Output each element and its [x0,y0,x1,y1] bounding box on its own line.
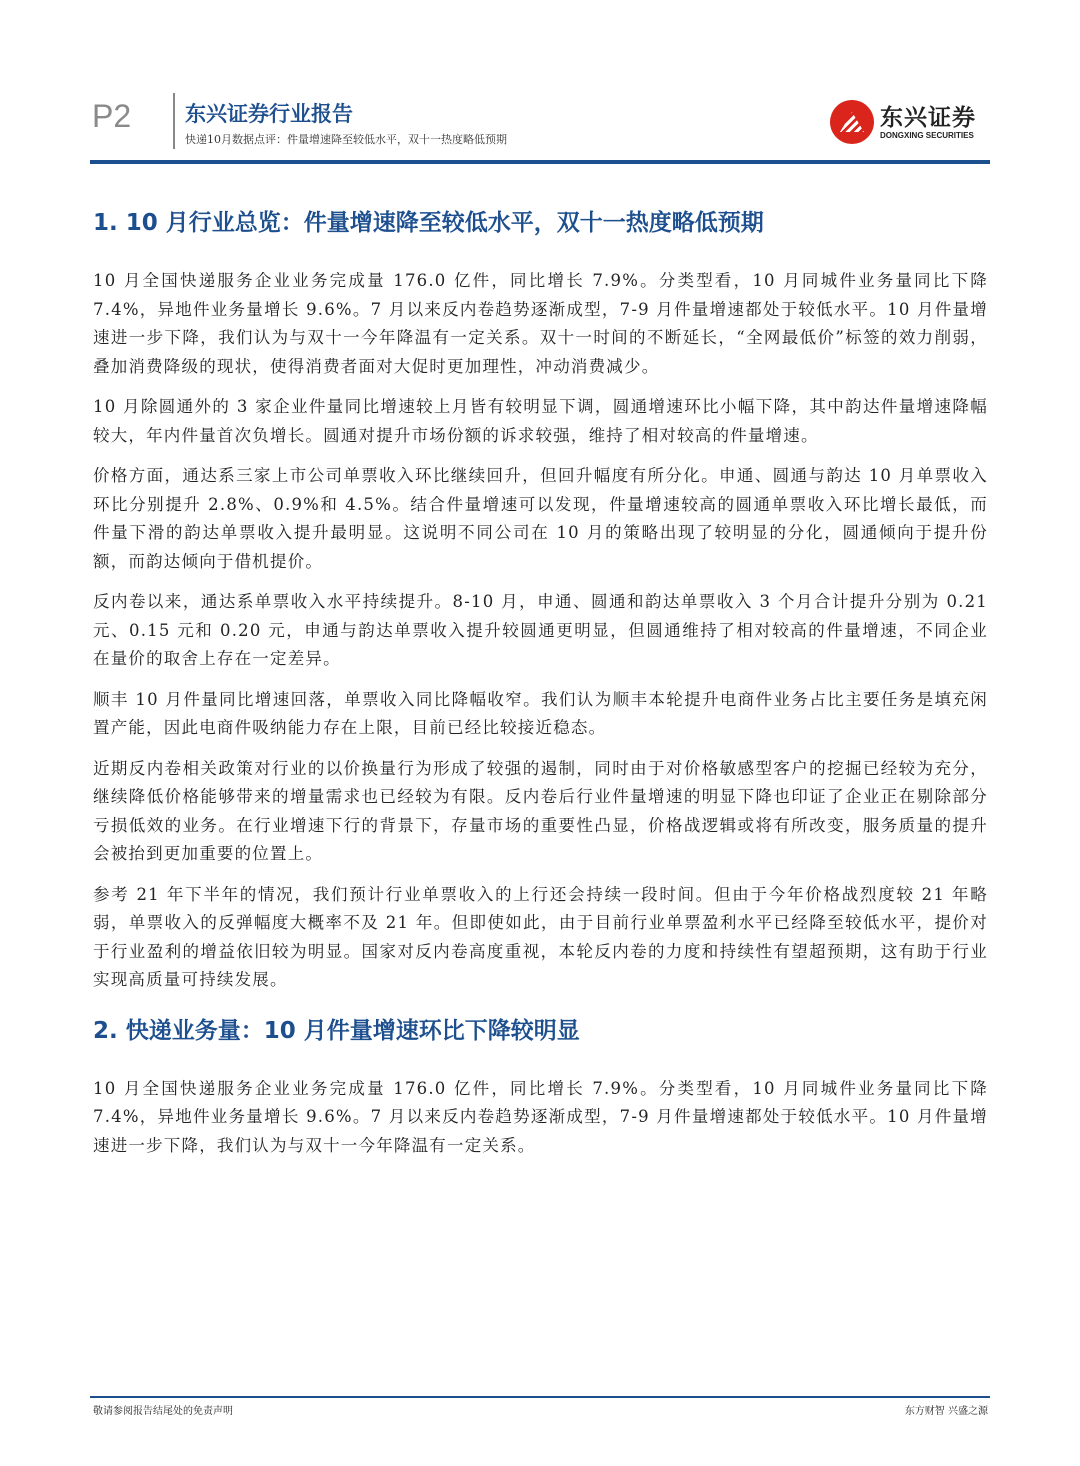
section-heading: 2. 快递业务量：10 月件量增速环比下降较明显 [93,1017,580,1044]
report-body [93,205,988,1172]
paragraph: 顺丰 10 月件量同比增速回落，单票收入同比降幅收窄。我们认为顺丰本轮提升电商件业务占比主要任务是填充闲置产能，因此电商件吸纳能力存在上限，目前已经比较接近稳态。 [93,689,988,737]
header-divider [173,93,175,149]
footer-disclaimer: 敬请参阅报告结尾处的免责声明 [93,1406,233,1417]
company-logo [830,100,976,144]
paragraph: 近期反内卷相关政策对行业的以价换量行为形成了较强的遏制，同时由于对价格敏感型客户的挖掘已经较为充分，继续降低价格能够带来的增量需求也已经较为有限。反内卷后行业件量增速的明显下降也印证了企业正在剔除部分亏损低效的业务。在行业增速下行的背景下，存量市场的重要性凸显，价格战逻辑或将有所改变，服务质量的提升会被抬到更加重要的位置上。 [93,758,988,863]
page-number: P2 [92,98,132,134]
paragraph: 价格方面，通达系三家上市公司单票收入环比继续回升，但回升幅度有所分化。申通、圆通与韵达 10 月单票收入环比分别提升 2.8%、0.9%和 4.5%。结合件量增速可以发现，件量增速较高的圆通单票收入环比增长最低，而件量下滑的韵达单票收入提升最明显。这说明不同公司在 10 月的策略出现了较明显的分化，圆通倾向于提升份额，而韵达倾向于借机提价。 [93,466,988,571]
paragraph: 10 月全国快递服务企业业务完成量 176.0 亿件，同比增长 7.9%。分类型看，10 月同城件业务量同比下降 7.4%，异地件业务量增长 9.6%。7 月以来反内卷趋势逐渐成型，7-9 月件量增速都处于较低水平。10 月件量增速进一步下降，我们认为与双十一今年降温有一定关系。 [93,1078,988,1155]
logo-en: DONGXING SECURITIES [880,130,974,140]
report-series-title: 东兴证券行业报告 [185,102,353,126]
paragraph: 反内卷以来，通达系单票收入水平持续提升。8-10 月，申通、圆通和韵达单票收入 3 个月合计提升分别为 0.21 元、0.15 元和 0.20 元，申通与韵达单票收入提升较圆通更明显，但圆通维持了相对较高的件量增速，不同企业在量价的取舍上存在一定差异。 [93,592,988,668]
section-heading: 1. 10 月行业总览：件量增速降至较低水平，双十一热度略低预期 [93,210,764,236]
report-subtitle: 快递10月数据点评：件量增速降至较低水平，双十一热度略低预期 [185,133,507,146]
header-rule [90,160,990,164]
logo-mark-icon [830,100,874,144]
paragraph: 10 月全国快递服务企业业务完成量 176.0 亿件，同比增长 7.9%。分类型看，10 月同城件业务量同比下降 7.4%，异地件业务量增长 9.6%。7 月以来反内卷趋势逐渐成型，7-9 月件量增速都处于较低水平。10 月件量增速进一步下降，我们认为与双十一今年降温有一定关系。双十一时间的不断延长，“全网最低价”标签的效力削弱，叠加消费降级的现状，使得消费者面对大促时更加理性，冲动消费减少。 [93,271,988,376]
footer-slogan: 东方财智 兴盛之源 [904,1406,988,1417]
logo-cn: 东兴证券 [880,104,976,131]
paragraph: 10 月除圆通外的 3 家企业件量同比增速较上月皆有较明显下调，圆通增速环比小幅下降，其中韵达件量增速降幅较大，年内件量首次负增长。圆通对提升市场份额的诉求较强，维持了相对较高的件量增速。 [93,397,988,445]
paragraph: 参考 21 年下半年的情况，我们预计行业单票收入的上行还会持续一段时间。但由于今年价格战烈度较 21 年略弱，单票收入的反弹幅度大概率不及 21 年。但即使如此，由于目前行业单票盈利水平已经降至较低水平，提价对于行业盈利的增益依旧较为明显。国家对反内卷高度重视，本轮反内卷的力度和持续性有望超预期，这有助于行业实现高质量可持续发展。 [93,884,988,989]
footer-rule [90,1396,990,1398]
